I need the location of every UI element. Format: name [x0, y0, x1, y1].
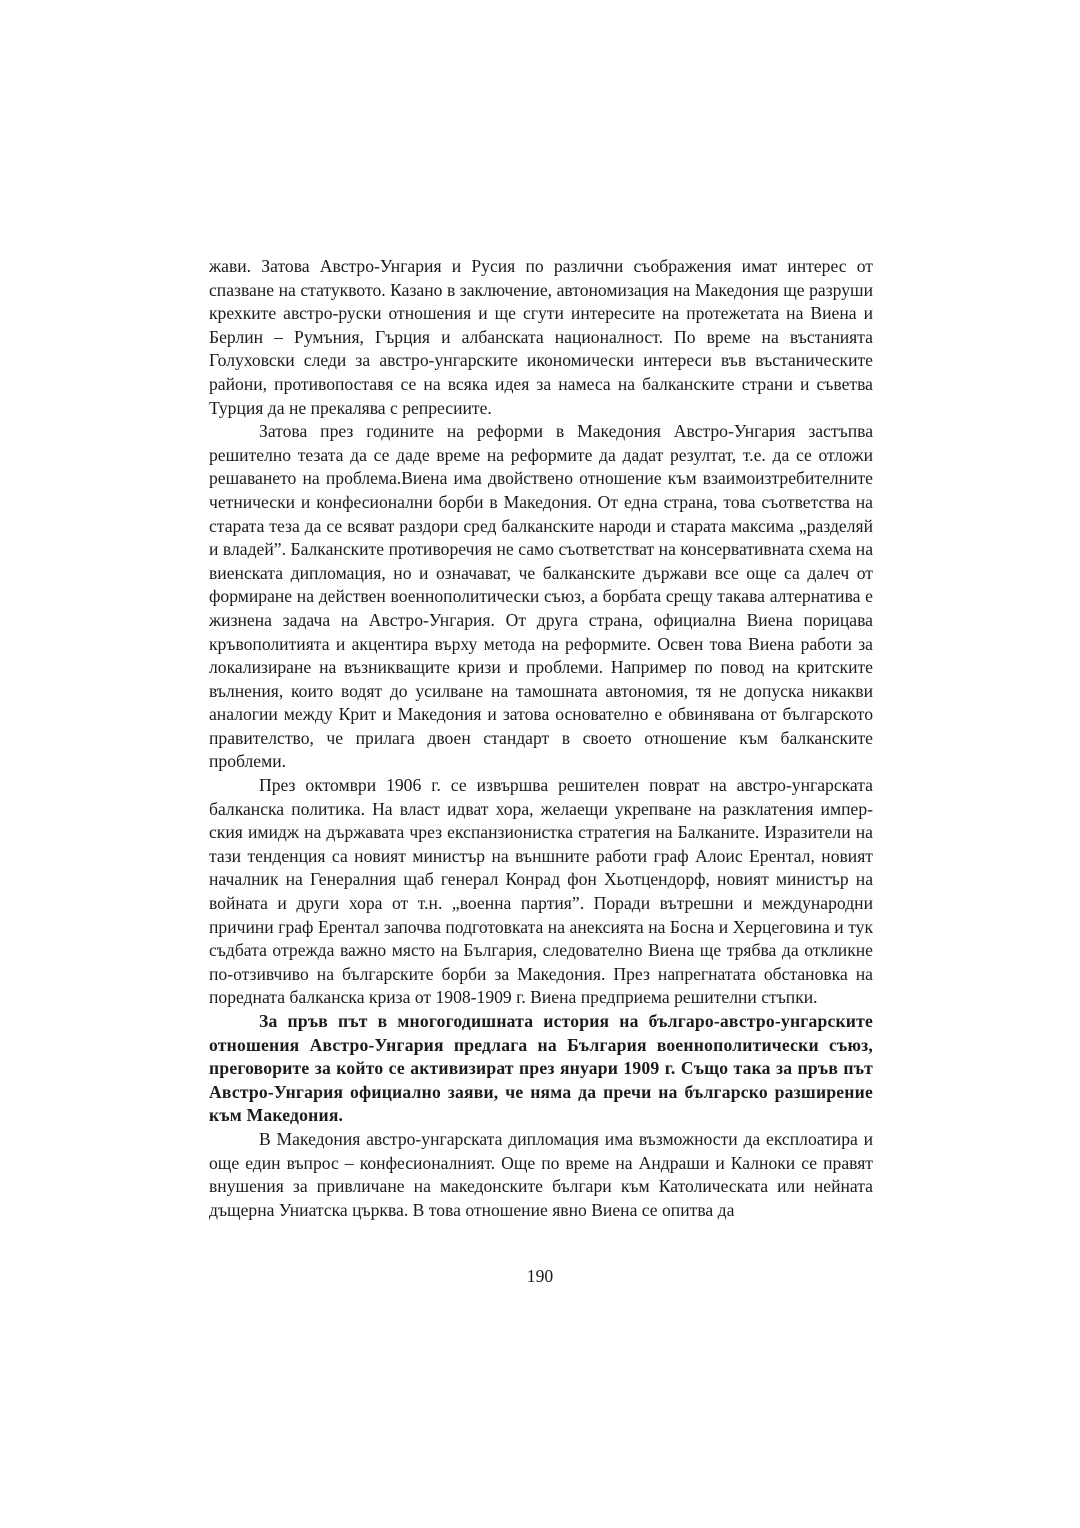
paragraph-october-1906: През октомври 1906 г. се извършва решителен поврат на австро-унгарската балканска политика. На власт идват хора, желаещи укрепване на разклатения имперския имидж на държавата чрез експанзионистка стратегия на Балканите. Изразители на тази тенденция са новият министър на външните работи граф Алоис Ерентал, новият началник на Генералния щаб генерал Конрад фон Хьотцендорф, новият министър на войната и други хора от т.н. „военна партия”. Поради вътрешни и международни причини граф Ерентал започва подготовката на анексията на Босна и Херцеговина и тук съдбата отрежда важно място на България, следователно Виена ще трябва да откликне по-отзивчиво на българските борби за Македония. През напрегнатата обстановка на поредната балканска криза от 1908-1909 г. Виена предприема решителни стъпки. [209, 775, 873, 1008]
paragraph-continuation: жави. Затова Австро-Унгария и Русия по различни съображения имат интерес от спазване на статуквото. Казано в заключение, автономизация на Македония ще разруши крехките австро-руски отношения и ще сгути интересите на протежетата на Виена и Берлин – Румъния, Гърция и албанската националност. По време на въстанията Голуховски следи за австро-унгарските икономически интереси във въстаническите райони, противопоставя се на всяка идея за намеса на балканските страни и съветва Турция да не прекалява с репресиите. [209, 256, 873, 418]
body-text [209, 255, 873, 1222]
paragraph-reforms: Затова през годините на реформи в Македония Австро-Унгария застъпва решително тезата да се даде време на реформите да дадат резултат, т.е. да се отложи решаването на проблема.Виена има двойствено отношение към взаимоизтребителните четнически и конфесионални борби в Македония. От една страна, това съответства на старата теза да се всяват раздори сред балканските народи и старата максима „разделяй и владей”. Балканските противоречия не само съответстват на консервативната схема на виенската дипломация, но и означават, че балканските държави все още са далеч от формиране на действен военнополитически съюз, а борбата срещу такава алтернатива е жизнена задача на Австро-Унгария. От друга страна, официална Виена порицава кръвополитията и акцентира върху метода на реформите. Освен това Виена работи за локализиране на възникващите кризи и проблеми. Например по повод на критските вълнения, които водят до усилване на тамошната автономия, тя не допуска никакви аналогии между Крит и Македония и затова основателно е обвинявана от българското правителство, че прилага двоен стандарт в своето отношение към балканските проблеми. [209, 421, 873, 772]
page-number: 190 [526, 1266, 554, 1286]
paragraph-confessional: В Македония австро-унгарската дипломация има възможности да експлоатира и още един въпрос – конфесионалният. Още по време на Андраши и Калноки се правят внушения за привличане на македонските българи към Католическата или нейната дъщерна Униатска църква. В това отношение явно Виена се опитва да [209, 1128, 873, 1220]
paragraph-bold-alliance: За пръв път в многогодишната история на българо-австро-унгарските отношения Австро-Унгария предлага на България военнополитически съюз, преговорите за който се активизират през януари 1909 г. Също така за пръв път Австро-Унгария официално заяви, че няма да пречи на българско разширение към Македония. [209, 1011, 873, 1126]
